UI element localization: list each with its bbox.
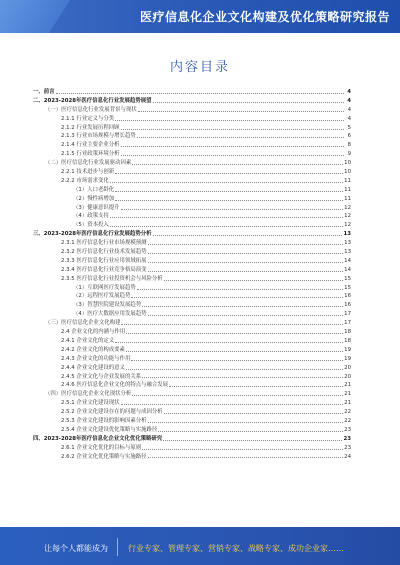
toc-entry-page: 21 xyxy=(344,400,351,407)
toc-entry-title: 2.5.2 企业文化建设存在的问题与成因分析 xyxy=(61,409,163,416)
toc-entry[interactable] xyxy=(33,211,351,220)
toc-leader-dots xyxy=(115,191,343,192)
toc-leader-dots xyxy=(131,360,343,361)
toc-leader-dots xyxy=(153,235,343,236)
toc-leader-dots xyxy=(121,404,344,405)
toc-entry[interactable] xyxy=(33,345,351,354)
toc-entry-page: 9 xyxy=(347,151,351,158)
toc-leader-dots xyxy=(115,342,343,343)
toc-entry-page: 10 xyxy=(344,169,351,176)
toc-entry[interactable] xyxy=(33,87,351,96)
toc-entry-page: 12 xyxy=(344,213,351,220)
toc-leader-dots xyxy=(126,369,343,370)
toc-leader-dots xyxy=(115,200,343,201)
toc-entry[interactable] xyxy=(33,327,351,336)
toc-leader-dots xyxy=(115,120,344,121)
toc-entry-page: 4 xyxy=(347,115,351,122)
toc-entry-title: 2.3.2 医疗信息化行业技术发展趋势 xyxy=(61,249,147,256)
toc-entry-page: 15 xyxy=(344,284,351,291)
toc-entry[interactable] xyxy=(33,238,351,247)
toc-entry[interactable] xyxy=(33,452,351,461)
toc-entry-title: 四、2023-2028年医疗信息化企业文化优化策略研究 xyxy=(33,435,163,442)
toc-leader-dots xyxy=(169,386,343,387)
toc-entry[interactable] xyxy=(33,176,351,185)
toc-entry[interactable] xyxy=(33,336,351,345)
footer-bar xyxy=(0,527,400,565)
toc-entry-page: 6 xyxy=(347,133,351,140)
toc-entry-title: （二）医疗信息化行业发展驱动因素 xyxy=(45,160,132,167)
toc-entry-title: （4）政策支持 xyxy=(73,213,109,220)
toc-entry-page: 11 xyxy=(344,195,351,202)
toc-leader-dots xyxy=(148,422,344,423)
report-title: 医疗信息化企业文化构建及优化策略研究报告 xyxy=(139,10,390,24)
toc-leader-dots xyxy=(142,306,343,307)
toc-entry-page: 14 xyxy=(344,257,351,264)
toc-entry-page: 12 xyxy=(344,222,351,229)
toc-leader-dots xyxy=(126,333,343,334)
toc-entry-title: （1）互联网医疗发展趋势 xyxy=(73,284,136,291)
toc-entry-title: （1）人口老龄化 xyxy=(73,186,115,193)
toc-leader-dots xyxy=(148,253,344,254)
toc-entry-page: 21 xyxy=(344,382,351,389)
toc-leader-dots xyxy=(148,262,344,263)
table-of-contents xyxy=(33,87,351,460)
toc-leader-dots xyxy=(148,271,344,272)
toc-entry-page: 23 xyxy=(343,435,351,442)
toc-leader-dots xyxy=(163,440,342,441)
toc-entry[interactable] xyxy=(33,389,351,398)
toc-entry[interactable] xyxy=(33,372,351,381)
toc-entry[interactable] xyxy=(33,407,351,416)
toc-entry-page: 12 xyxy=(344,204,351,211)
toc-entry[interactable] xyxy=(33,229,351,238)
toc-leader-dots xyxy=(121,129,344,130)
toc-leader-dots xyxy=(142,449,343,450)
toc-entry[interactable] xyxy=(33,274,351,283)
toc-entry-page: 13 xyxy=(344,240,351,247)
toc-entry-title: 2.1.5 行业政策环境分析 xyxy=(61,151,120,158)
toc-entry-title: 2.2.1 技术进步与创新 xyxy=(61,169,115,176)
toc-entry-page: 13 xyxy=(344,249,351,256)
toc-entry-page: 22 xyxy=(344,417,351,424)
toc-leader-dots xyxy=(148,315,344,316)
toc-entry[interactable] xyxy=(33,363,351,372)
toc-leader-dots xyxy=(164,413,343,414)
toc-entry-page: 23 xyxy=(344,426,351,433)
toc-leader-dots xyxy=(132,395,343,396)
toc-entry-page: 21 xyxy=(344,391,351,398)
toc-leader-dots xyxy=(142,377,343,378)
toc-entry[interactable] xyxy=(33,256,351,265)
toc-entry[interactable] xyxy=(33,309,351,318)
toc-entry-title: （三）医疗信息化企业文化构建 xyxy=(45,320,121,327)
toc-entry-page: 19 xyxy=(344,346,351,353)
toc-entry-title: （4）医疗大数据应用发展趋势 xyxy=(73,311,147,318)
footer-divider xyxy=(117,538,118,556)
toc-entry[interactable] xyxy=(33,300,351,309)
toc-leader-dots xyxy=(137,289,343,290)
toc-leader-dots xyxy=(148,457,344,458)
toc-leader-dots xyxy=(131,297,343,298)
toc-entry-page: 14 xyxy=(344,266,351,273)
toc-entry-title: 2.4 企业文化的内涵与作用 xyxy=(61,329,126,336)
toc-leader-dots xyxy=(137,137,344,138)
toc-entry-title: （2）慢性病增加 xyxy=(73,195,115,202)
toc-entry[interactable] xyxy=(33,425,351,434)
toc-entry[interactable] xyxy=(33,158,351,167)
toc-entry-title: 2.6.2 企业文化优化策略与实施路径 xyxy=(61,453,147,460)
toc-entry[interactable] xyxy=(33,140,351,149)
toc-leader-dots xyxy=(138,111,344,112)
toc-entry[interactable] xyxy=(33,265,351,274)
toc-entry-title: 2.2.2 市场需求变化 xyxy=(61,177,109,184)
toc-leader-dots xyxy=(110,217,343,218)
toc-entry-title: （3）健康意识提升 xyxy=(73,204,120,211)
header-bar xyxy=(0,0,400,33)
toc-entry-title: 2.1.4 行业主要企业分析 xyxy=(61,142,120,149)
toc-entry-title: 2.4.6 医疗信息化企业文化的特点与融合发展 xyxy=(61,382,169,389)
toc-entry-page: 11 xyxy=(344,186,351,193)
toc-leader-dots xyxy=(121,146,344,147)
toc-entry[interactable] xyxy=(33,416,351,425)
toc-entry-title: （5）资本投入 xyxy=(73,222,109,229)
toc-entry[interactable] xyxy=(33,123,351,132)
toc-leader-dots xyxy=(121,209,344,210)
toc-entry[interactable] xyxy=(33,131,351,140)
toc-entry-page: 10 xyxy=(344,160,351,167)
toc-entry-page: 4 xyxy=(347,106,351,113)
toc-entry-title: 三、2023-2028年医疗信息化行业发展趋势分析 xyxy=(33,231,152,238)
toc-entry[interactable] xyxy=(33,96,351,105)
toc-entry-title: 2.5.1 企业文化建设现状 xyxy=(61,400,120,407)
toc-leader-dots xyxy=(126,351,343,352)
toc-entry[interactable] xyxy=(33,167,351,176)
toc-leader-dots xyxy=(132,164,343,165)
toc-leader-dots xyxy=(110,182,343,183)
toc-entry[interactable] xyxy=(33,185,351,194)
toc-entry-page: 18 xyxy=(344,329,351,336)
toc-leader-dots xyxy=(158,431,343,432)
toc-entry-title: 2.3.5 医疗信息化行业投资机会与风险分析 xyxy=(61,275,163,282)
toc-entry-title: 2.1.1 行业定义与分类 xyxy=(61,115,115,122)
toc-entry-title: 2.4.4 企业文化建设的意义 xyxy=(61,364,125,371)
toc-leader-dots xyxy=(121,155,344,156)
toc-entry-title: 2.1.2 行业发展历程回顾 xyxy=(61,124,120,131)
toc-entry-title: 2.3.1 医疗信息化行业市场规模预测 xyxy=(61,240,147,247)
toc-leader-dots xyxy=(153,102,345,103)
toc-heading: 内容目录 xyxy=(169,60,230,75)
toc-entry-page: 20 xyxy=(344,364,351,371)
toc-entry-title: 一、前言 xyxy=(33,89,55,95)
toc-entry[interactable] xyxy=(33,291,351,300)
toc-entry-title: 2.4.2 企业文化的构成要素 xyxy=(61,346,125,353)
toc-entry-page: 4 xyxy=(347,89,351,95)
toc-entry-page: 17 xyxy=(344,320,351,327)
footer-tagline: 行业专家、管理专家、营销专家、战略专家、成功企业家…… xyxy=(128,544,344,553)
toc-entry-page: 4 xyxy=(347,97,351,104)
toc-entry[interactable] xyxy=(33,434,351,443)
toc-entry-title: （2）远程医疗发展趋势 xyxy=(73,293,131,300)
toc-entry[interactable] xyxy=(33,398,351,407)
toc-entry[interactable] xyxy=(33,220,351,229)
toc-entry-page: 18 xyxy=(344,337,351,344)
toc-leader-dots xyxy=(110,226,343,227)
toc-entry[interactable] xyxy=(33,203,351,212)
toc-entry-page: 16 xyxy=(344,293,351,300)
toc-entry-page: 22 xyxy=(344,409,351,416)
toc-entry-title: （四）医疗信息化企业文化现状分析 xyxy=(45,391,132,398)
toc-entry[interactable] xyxy=(33,380,351,389)
toc-entry-title: 2.6.1 企业文化优化的目标与原则 xyxy=(61,444,142,451)
toc-entry-page: 15 xyxy=(344,275,351,282)
toc-entry[interactable] xyxy=(33,318,351,327)
toc-entry-title: 2.5.4 企业文化建设优化策略与实施路径 xyxy=(61,426,158,433)
toc-entry-title: 2.3.4 医疗信息化行业竞争格局演变 xyxy=(61,266,147,273)
toc-entry[interactable] xyxy=(33,283,351,292)
toc-entry-page: 19 xyxy=(344,355,351,362)
toc-leader-dots xyxy=(164,280,343,281)
toc-entry-page: 20 xyxy=(344,373,351,380)
toc-entry-title: 2.4.5 企业文化与企业发展的关系 xyxy=(61,373,142,380)
toc-entry-page: 24 xyxy=(344,453,351,460)
toc-entry-title: 2.1.3 行业市场规模与增长趋势 xyxy=(61,133,136,140)
toc-entry-title: 二、2023-2028年医疗信息化行业发展趋势展望 xyxy=(33,97,152,104)
toc-leader-dots xyxy=(56,93,344,94)
toc-entry[interactable] xyxy=(33,194,351,203)
toc-entry-title: 2.3.3 医疗信息化行业应用领域拓展 xyxy=(61,257,147,264)
toc-entry-title: 2.4.3 企业文化的功能与作用 xyxy=(61,355,131,362)
toc-leader-dots xyxy=(115,173,343,174)
toc-entry[interactable] xyxy=(33,443,351,452)
toc-entry-page: 17 xyxy=(344,311,351,318)
toc-entry-page: 16 xyxy=(344,302,351,309)
toc-entry-page: 23 xyxy=(344,444,351,451)
toc-entry-page: 11 xyxy=(344,177,351,184)
toc-entry[interactable] xyxy=(33,354,351,363)
toc-entry-title: 2.5.3 企业文化建设的影响因素分析 xyxy=(61,417,147,424)
toc-entry-title: （一）医疗信息化行业发展背景与现状 xyxy=(45,106,137,113)
toc-leader-dots xyxy=(148,244,344,245)
toc-entry-page: 5 xyxy=(347,124,351,131)
toc-entry-title: 2.4.1 企业文化的定义 xyxy=(61,337,115,344)
toc-entry[interactable] xyxy=(33,149,351,158)
toc-entry[interactable] xyxy=(33,114,351,123)
toc-leader-dots xyxy=(121,324,343,325)
toc-entry[interactable] xyxy=(33,247,351,256)
footer-slogan: 让每个人都能成为 xyxy=(44,544,108,553)
toc-entry-title: （3）智慧医院建设发展趋势 xyxy=(73,302,142,309)
toc-entry[interactable] xyxy=(33,105,351,114)
toc-entry-page: 8 xyxy=(347,142,351,149)
toc-entry-page: 13 xyxy=(343,231,351,238)
